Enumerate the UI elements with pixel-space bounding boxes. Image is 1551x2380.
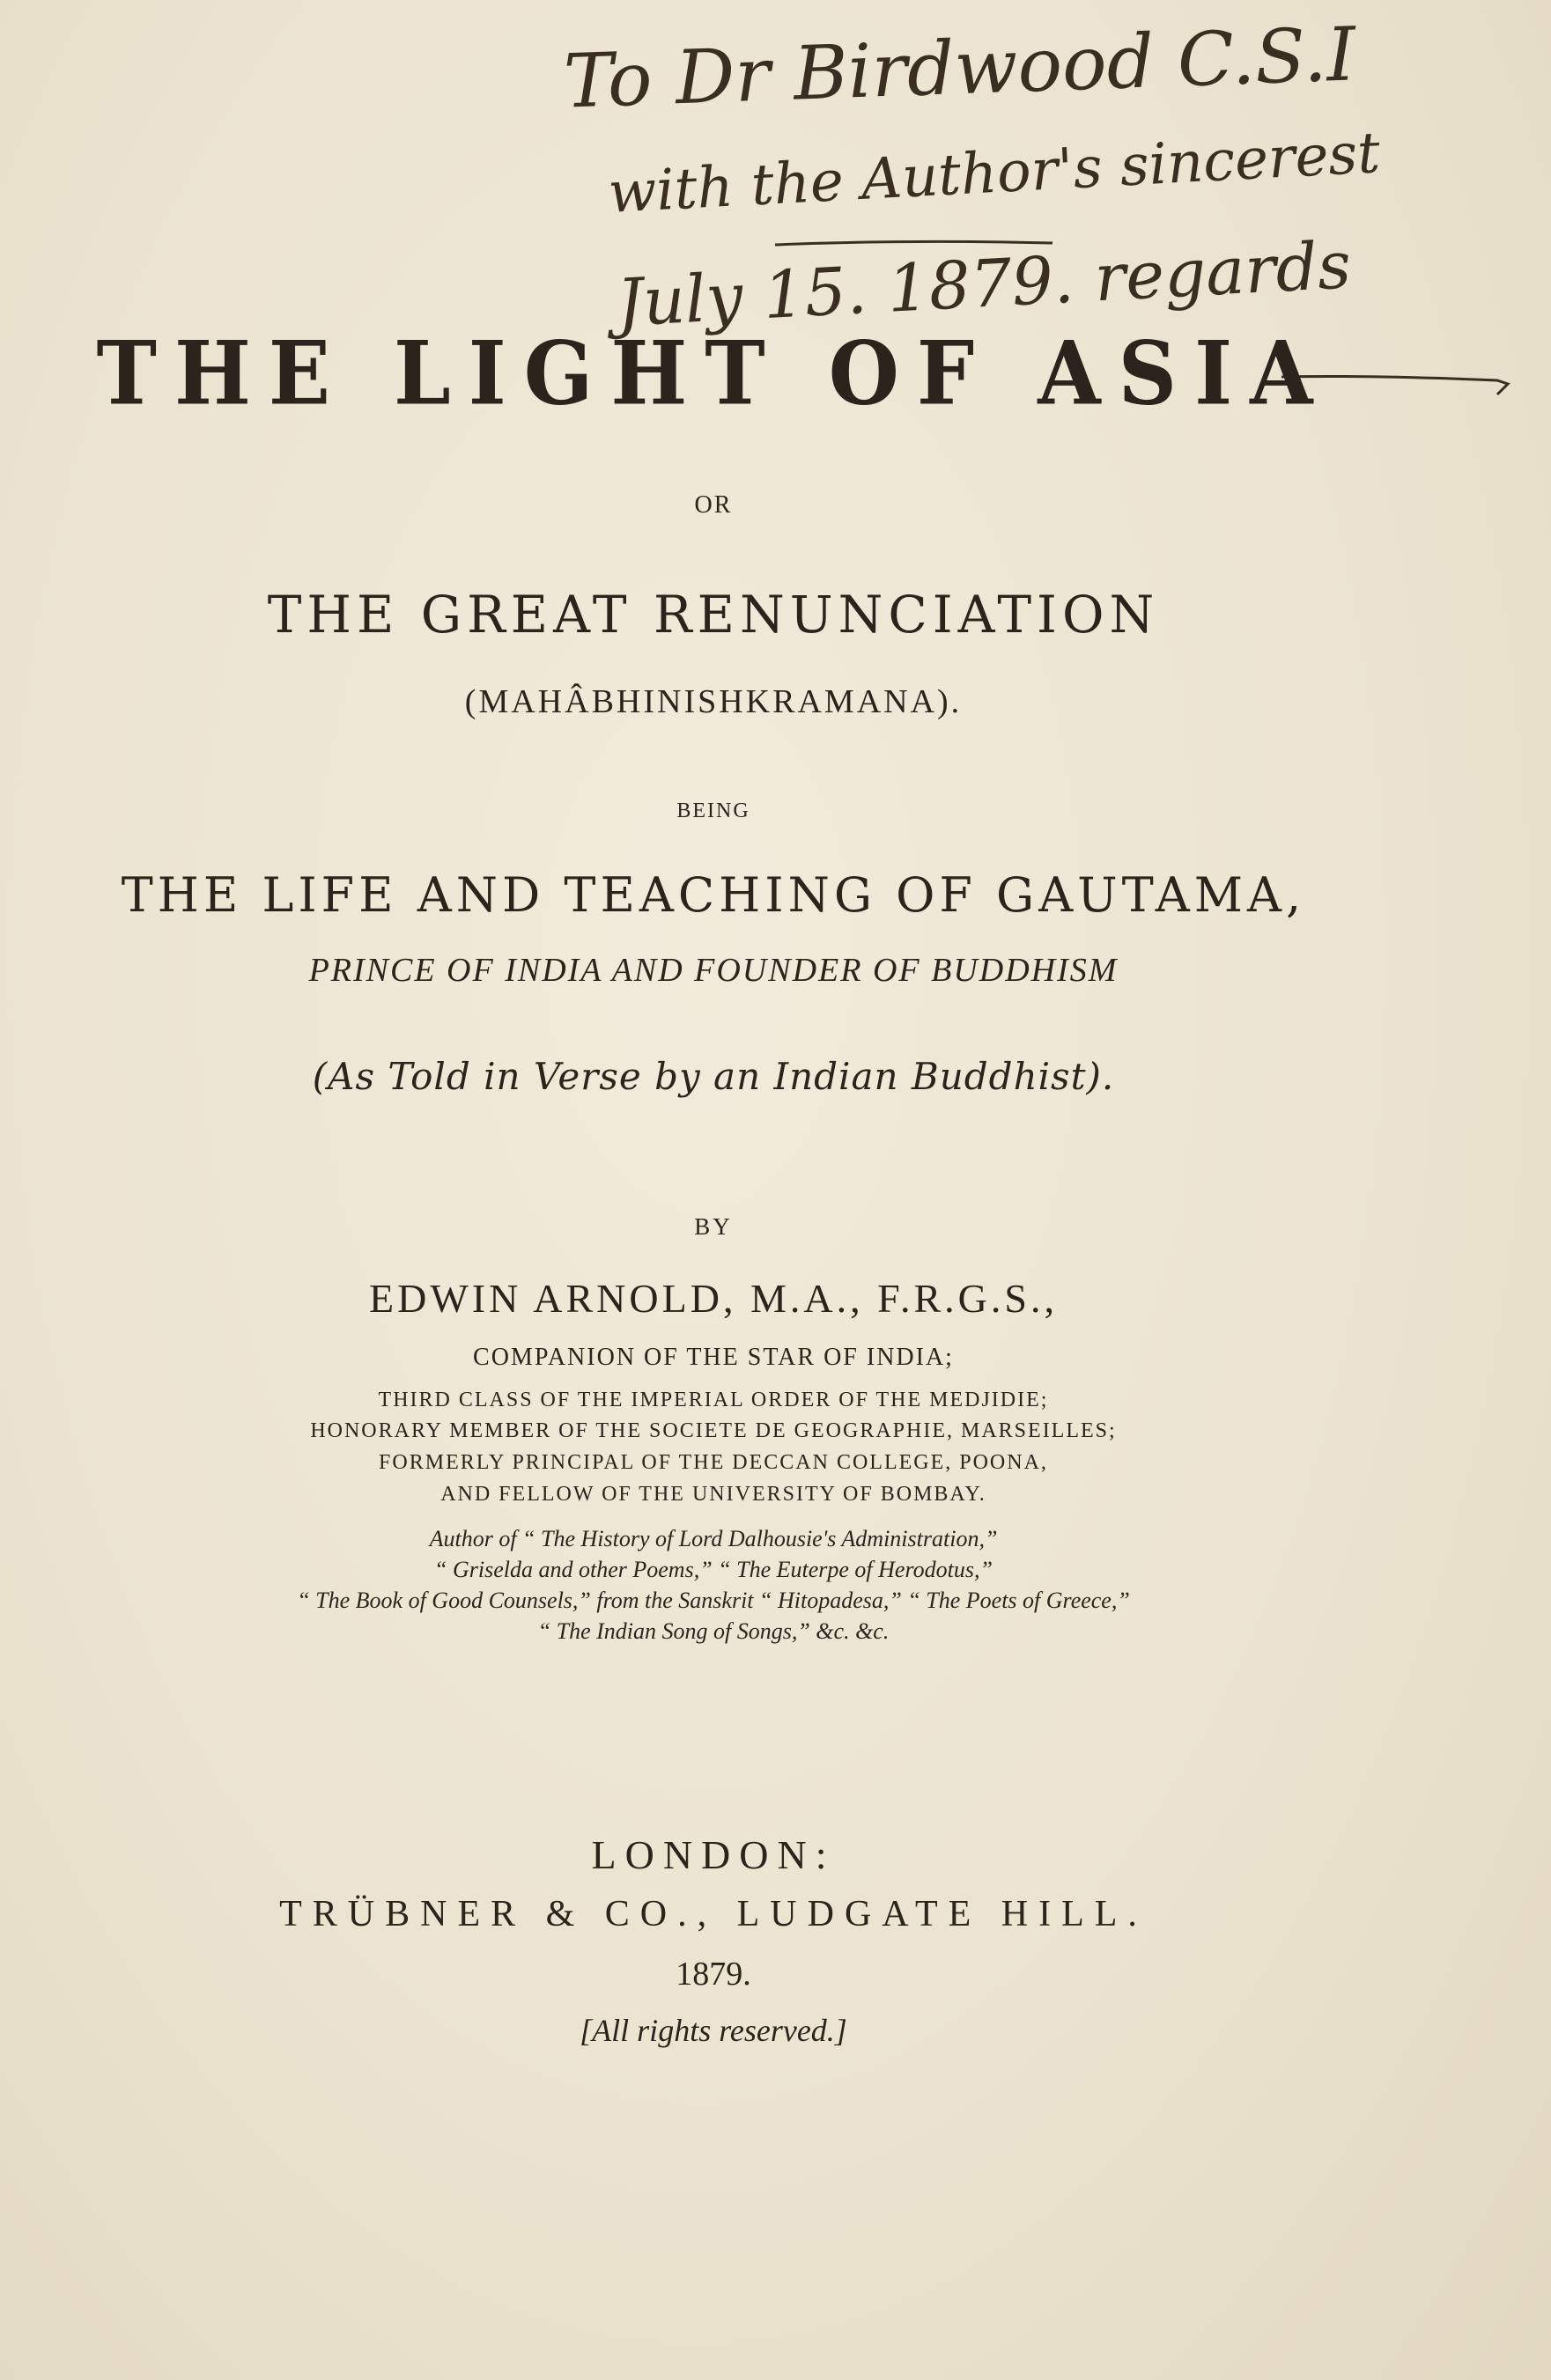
imprint-year: 1879. <box>676 1956 751 1993</box>
order-line: THIRD CLASS OF THE IMPERIAL ORDER OF THE MEDJIDIE; <box>378 1389 1049 1411</box>
verse-line: (As Told in Verse by an Indian Buddhist). <box>312 1055 1115 1098</box>
inscription-underline <box>775 241 1052 245</box>
works-line: “ Griselda and other Poems,” “ The Euterpe of Herodotus,” <box>434 1557 993 1582</box>
subtitle: THE GREAT RENUNCIATION <box>267 585 1160 645</box>
author-name: EDWIN ARNOLD, M.A., F.R.G.S., <box>369 1276 1058 1321</box>
rights-notice: [All rights reserved.] <box>580 2013 847 2048</box>
works-line: “ The Book of Good Counsels,” from the Sanskrit “ Hitopadesa,” “ The Poets of Greece,” <box>297 1588 1130 1613</box>
inscription-line-2: with the Author's sincerest <box>606 121 1382 226</box>
principal-line: FORMERLY PRINCIPAL OF THE DECCAN COLLEGE, POONA, <box>379 1451 1048 1474</box>
member-line: HONORARY MEMBER OF THE SOCIETE DE GEOGRAPHIE, MARSEILLES; <box>310 1419 1117 1442</box>
imprint-city: LONDON: <box>591 1832 836 1877</box>
inscription-line-3: July 15. 1879. regards <box>615 227 1353 342</box>
prince-line: PRINCE OF INDIA AND FOUNDER OF BUDDHISM <box>308 952 1119 989</box>
life-title: THE LIFE AND TEACHING OF GAUTAMA, <box>121 867 1306 923</box>
works-line: “ The Indian Song of Songs,” &c. &c. <box>537 1618 890 1644</box>
companion-line: COMPANION OF THE STAR OF INDIA; <box>473 1344 954 1371</box>
fellow-line: AND FELLOW OF THE UNIVERSITY OF BOMBAY. <box>440 1483 986 1506</box>
works-line: Author of “ The History of Lord Dalhousie's Administration,” <box>429 1526 998 1551</box>
main-title: THE LIGHT OF ASIA <box>96 321 1331 425</box>
being-label: BEING <box>676 799 750 822</box>
by-label: BY <box>694 1213 733 1240</box>
sanskrit-title: (MAHÂBHINISHKRAMANA). <box>464 683 963 720</box>
or-label: OR <box>694 491 733 519</box>
imprint-publisher: TRÜBNER & CO., LUDGATE HILL. <box>279 1894 1148 1934</box>
inscription-line-1: To Dr Birdwood C.S.I <box>562 11 1357 125</box>
